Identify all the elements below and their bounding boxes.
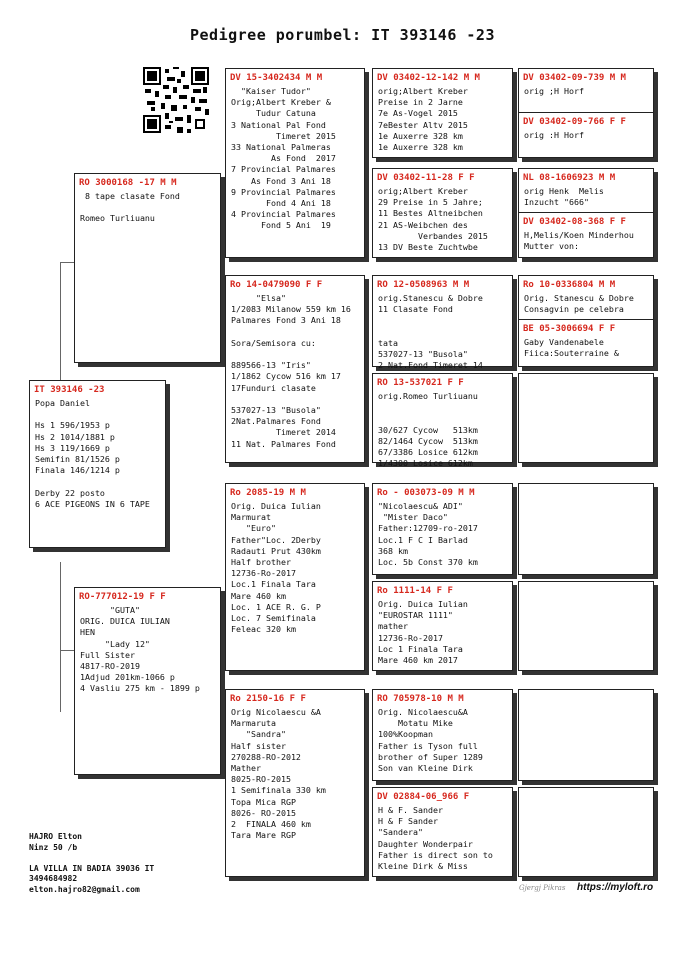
dds-card (372, 689, 513, 781)
signature: Gjergj Pikras (519, 884, 566, 892)
dam-card (74, 587, 221, 775)
page-title: Pedigree porumbel: IT 393146 -23 (190, 26, 495, 44)
sss-card (372, 68, 513, 158)
dsd-card (372, 581, 513, 671)
qr-code (143, 67, 209, 133)
ring-number: IT 393146 -23 (34, 385, 105, 395)
ring-number: Ro 10-0336804 M M (523, 280, 616, 290)
ring-number: RO-777012-19 F F (79, 592, 166, 602)
ring-number: DV 03402-08-368 F F (523, 217, 626, 227)
pigeon-details: Orig. Duica Iulian Marmurat "Euro" Father"Loc. 2Derby Radauti Prut 430km Half brother 12736-Ro-2017 Loc.1 Finala Tara Mare 460 km Loc. 1 ACE R. G. P Loc. 7 Semifinala Feleac 320 km (231, 501, 321, 635)
pigeon-details: orig;Albert Kreber 29 Preise in 5 Jahre; 11 Bestes Altneibchen 21 AS-Weibchen des Verbandes 2015 13 DV Beste Zuchtwbe (378, 186, 488, 253)
ring-number: Ro 14-0479090 F F (230, 280, 323, 290)
ring-number: DV 03402-09-739 M M (523, 73, 626, 83)
ring-number: BE 05-3006694 F F (523, 324, 616, 334)
ring-number: RO 13-537021 F F (377, 378, 464, 388)
pigeon-details: orig.Romeo Turliuanu 30/627 Cycow 513km 82/1464 Cycow 513km 67/3386 Losice 612km 1/4300 Losice 612km (378, 391, 478, 469)
ssd-card (372, 168, 513, 258)
pigeon-details: orig ;H Horf (524, 86, 584, 96)
ring-number: DV 02884-06_966 F (377, 792, 470, 802)
connector-line (60, 562, 61, 712)
ddd-card (372, 787, 513, 877)
pigeon-details: "Elsa" 1/2083 Milanow 559 km 16 Palmares Fond 3 Ani 18 Sora/Semisora cu: 889566-13 "Iris" 1/1862 Cycow 516 km 17 17Funduri clasate 537027-13 "Busola" 2Nat.Palmares Fond Timeret 2014 11 Nat. Palmares Fond (231, 293, 351, 449)
dam-dam-card (225, 689, 365, 877)
g4-card-empty (518, 581, 654, 671)
connector-line (60, 262, 74, 263)
pigeon-details: Orig. Stanescu & Dobre Consagvin pe celebra (524, 293, 634, 315)
pigeon-details: orig Henk Melis Inzucht "666" (524, 186, 604, 208)
pigeon-details: Orig. Duica Iulian "EUROSTAR 1111" mather 12736-Ro-2017 Loc 1 Finala Tara Mare 460 km 2017 (378, 599, 468, 666)
g4-card-empty (518, 373, 654, 463)
sds-card (372, 275, 513, 371)
connector-line (60, 262, 61, 381)
sdd-card (372, 373, 513, 469)
pigeon-details: orig;Albert Kreber Preise in 2 Jarne 7e As-Vogel 2015 7eBester Altv 2015 1e Auxerre 328 km 1e Auxerre 328 km (378, 86, 468, 153)
pigeon-details: Orig. Nicolaescu&A Motatu Mike 100%Koopman Father is Tyson full brother of Super 1289 Son van Kleine Dirk (378, 707, 483, 774)
pigeon-details: H,Melis/Koen Minderhou Mutter von: (524, 230, 634, 252)
g4-card-empty (518, 483, 654, 575)
dss-card (372, 483, 513, 575)
ring-number: Ro 2150-16 F F (230, 694, 306, 704)
ring-number: DV 15-3402434 M M (230, 73, 323, 83)
ring-number: Ro - 003073-09 M M (377, 488, 475, 498)
website-link[interactable]: https://myloft.ro (577, 882, 654, 893)
connector-line (60, 650, 74, 651)
pigeon-details: Popa Daniel Hs 1 596/1953 p Hs 2 1014/1881 p Hs 3 119/1669 p Semifin 81/1526 p Finala 146/1214 p Derby 22 posto 6 ACE PIGEONS IN 6 TAPE (35, 398, 150, 509)
ring-number: RO 705978-10 M M (377, 694, 464, 704)
pigeon-details: "Nicolaescu& ADI" "Mister Daco" Father:12709-ro-2017 Loc.1 F C I Barlad 368 km Loc. 5b Const 370 km (378, 501, 478, 568)
pigeon-details: 8 tape clasate Fond Romeo Turliuanu (80, 191, 180, 224)
breeder-info: HAJRO Elton Ninz 50 /b LA VILLA IN BADIA 39036 IT 3494684982 elton.hajro82@gmail.com (29, 832, 155, 894)
pigeon-details: orig :H Horf (524, 130, 584, 140)
ring-number: Ro 2085-19 M M (230, 488, 306, 498)
dam-sire-card (225, 483, 365, 671)
g4-card-c (518, 275, 654, 367)
ring-number: DV 03402-09-766 F F (523, 117, 626, 127)
g4-card-empty (518, 689, 654, 781)
ring-number: RO 3000168 -17 M M (79, 178, 177, 188)
pigeon-details: "GUTA" ORIG. DUICA IULIAN HEN "Lady 12" Full Sister 4817-RO-2019 1Adjud 201km-1066 p 4 Vasliu 275 km - 1899 p (80, 605, 200, 694)
sire-sire-card (225, 68, 365, 258)
g4-card-a (518, 68, 654, 158)
pigeon-details: Gaby Vandenabele Fiica:Souterraine & (524, 337, 619, 359)
pigeon-main-card (29, 380, 166, 548)
ring-number: DV 03402-11-28 F F (377, 173, 475, 183)
ring-number: DV 03402-12-142 M M (377, 73, 480, 83)
pigeon-details: Orig Nicolaescu &A Marmaruta "Sandra" Half sister 270288-RO-2012 Mather 8025-RO-2015 1 Semifinala 330 km Topa Mica RGP 8026- RO-2015 2 FINALA 460 km Tara Mare RGP (231, 707, 326, 841)
ring-number: RO 12-0508963 M M (377, 280, 470, 290)
sire-dam-card (225, 275, 365, 463)
g4-card-b (518, 168, 654, 258)
sire-card (74, 173, 221, 363)
pigeon-details: orig.Stanescu & Dobre 11 Clasate Fond tata 537027-13 "Busola" 2 Nat.Fond Timeret 14 (378, 293, 483, 371)
g4-card-empty (518, 787, 654, 877)
ring-number: NL 08-1606923 M M (523, 173, 616, 183)
pigeon-details: "Kaiser Tudor" Orig;Albert Kreber & Tudur Catuna 3 National Pal Fond Timeret 2015 33 National Palmeras As Fond 2017 7 Provincial Palmares As Fond 3 Ani 18 9 Provincial Palmares Fond 4 Ani 18 4 Provincial Palmares Fond 5 Ani 19 (231, 86, 336, 231)
pigeon-details: H & F. Sander H & F Sander "Sandera" Daughter Wonderpair Father is direct son to Kleine Dirk & Miss (378, 805, 493, 872)
ring-number: Ro 1111-14 F F (377, 586, 453, 596)
